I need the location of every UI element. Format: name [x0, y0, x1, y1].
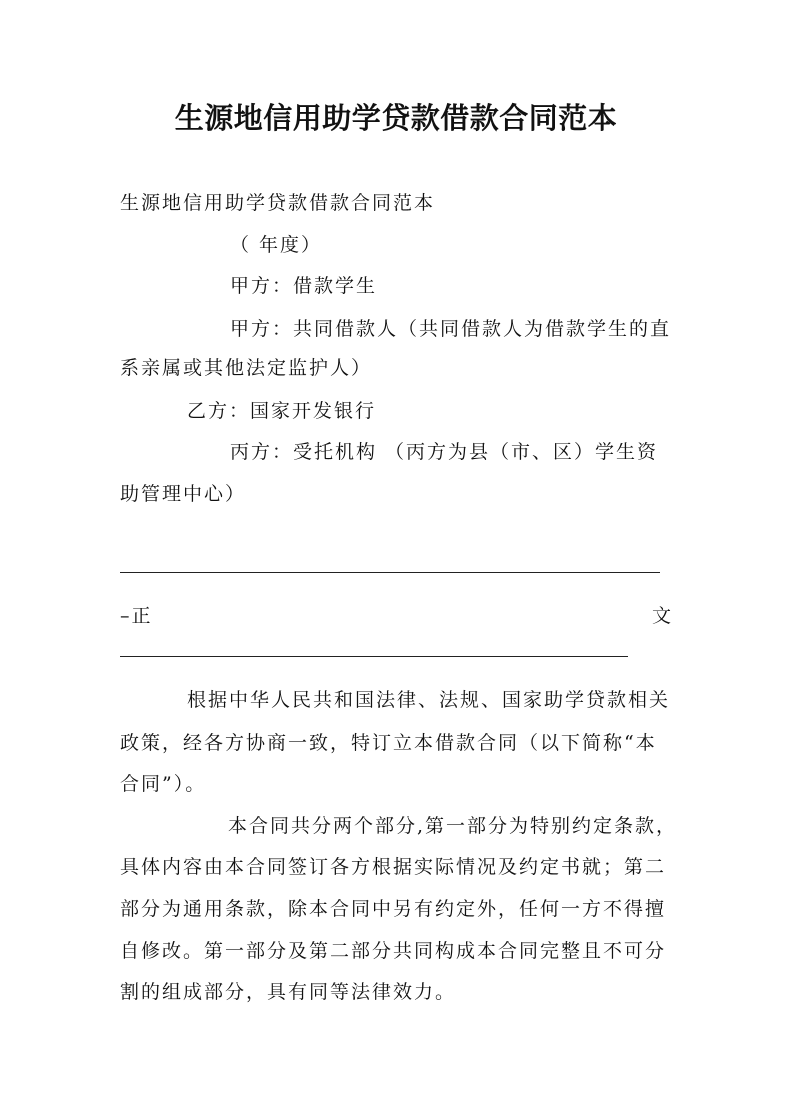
body-marker-right: 文 — [652, 605, 674, 627]
paragraph-2-line-1: 本合同共分两个部分,第一部分为特别约定条款， — [228, 815, 678, 837]
party-a-student: 甲方：借款学生 — [230, 275, 378, 297]
party-a-co-borrower-cont: 系亲属或其他法定监护人） — [120, 357, 373, 379]
subtitle: 生源地信用助学贷款借款合同范本 — [120, 192, 436, 214]
divider-top — [120, 572, 660, 573]
party-b: 乙方：国家开发银行 — [187, 400, 377, 422]
document-title: 生源地信用助学贷款借款合同范本 — [174, 101, 618, 135]
body-marker-left: –正 — [120, 605, 153, 627]
party-a-co-borrower: 甲方：共同借款人（共同借款人为借款学生的直 — [230, 318, 672, 340]
divider-bottom — [120, 656, 628, 657]
paragraph-2-line-2: 具体内容由本合同签订各方根据实际情况及约定书就；第二 — [120, 856, 667, 878]
paragraph-2-line-5: 割的组成部分，具有同等法律效力。 — [120, 981, 457, 1003]
paragraph-1-line-2: 政策，经各方协商一致，特订立本借款合同（以下简称“本 — [120, 732, 657, 754]
paragraph-1-line-3: 合同”）。 — [120, 773, 207, 795]
paragraph-2-line-4: 自修改。第一部分及第二部分共同构成本合同完整且不可分 — [120, 940, 667, 962]
paragraph-2-line-3: 部分为通用条款，除本合同中另有约定外，任何一方不得擅 — [120, 898, 667, 920]
year-line: （ 年度） — [230, 234, 323, 256]
party-c-cont: 助管理中心） — [120, 483, 247, 505]
paragraph-1-line-1: 根据中华人民共和国法律、法规、国家助学贷款相关 — [187, 689, 671, 711]
party-c: 丙方：受托机构 （丙方为县（市、区）学生资 — [230, 441, 659, 463]
